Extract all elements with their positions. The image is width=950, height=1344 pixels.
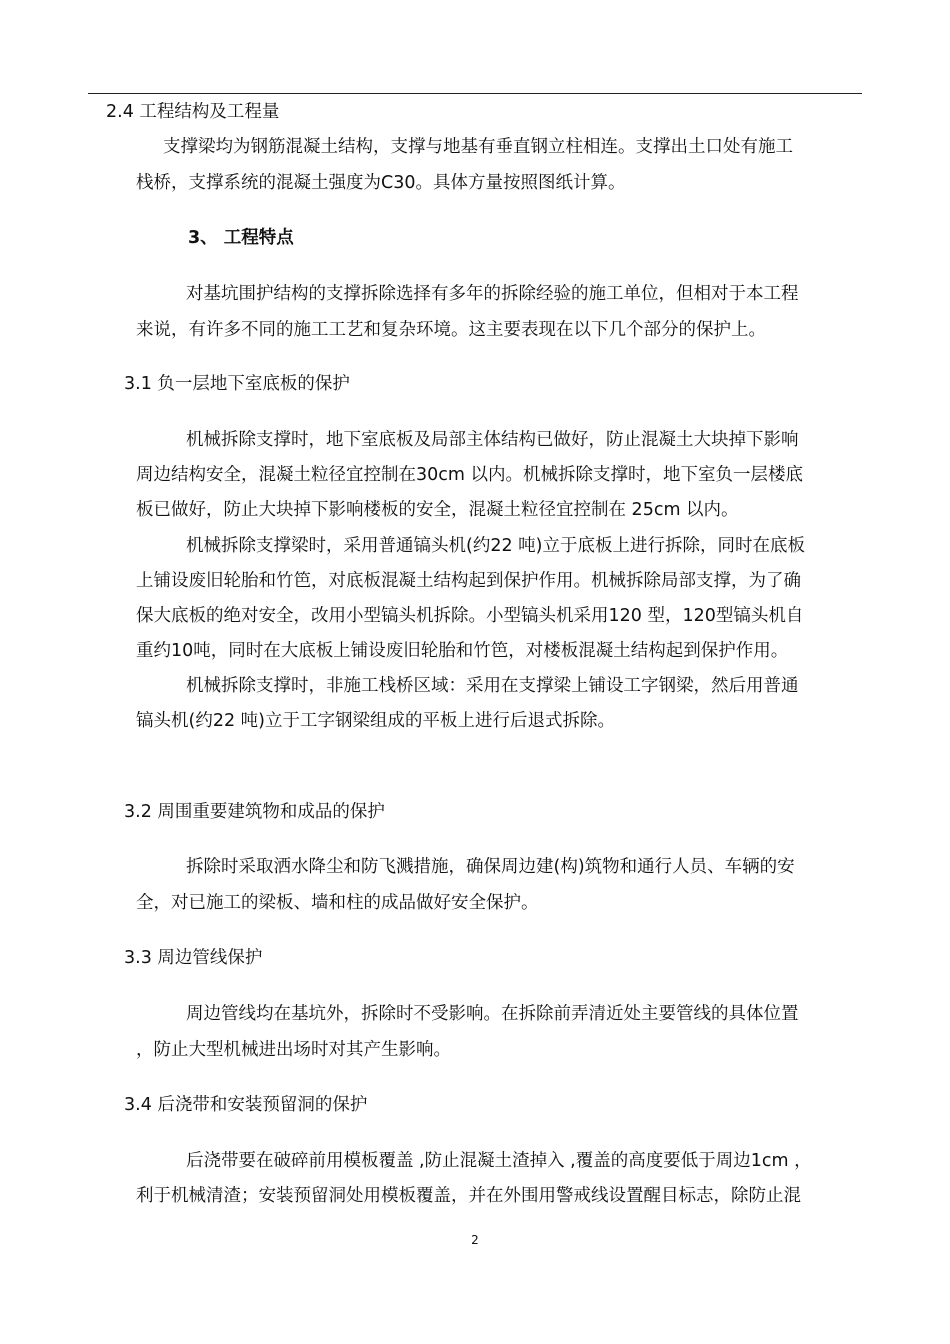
paragraph-line: 保大底板的绝对安全，改用小型镐头机拆除。小型镐头机采用120 型，120型镐头机自 (136, 606, 804, 626)
paragraph-line: 来说，有许多不同的施工工艺和复杂环境。这主要表现在以下几个部分的保护上。 (136, 320, 766, 340)
paragraph-line: 拆除时采取洒水降尘和防飞溅措施，确保周边建(构)筑物和通行人员、车辆的安 (186, 857, 795, 877)
paragraph-line: 利于机械清渣；安装预留洞处用模板覆盖，并在外围用警戒线设置醒目标志，除防止混 (136, 1186, 801, 1206)
section-heading-3-4: 3.4 后浇带和安装预留洞的保护 (124, 1095, 368, 1115)
paragraph-line: 机械拆除支撑梁时，采用普通镐头机(约22 吨)立于底板上进行拆除，同时在底板 (186, 536, 805, 556)
paragraph-line: ，防止大型机械进出场时对其产生影响。 (136, 1040, 451, 1060)
section-heading-3-2: 3.2 周围重要建筑物和成品的保护 (124, 802, 385, 822)
paragraph-line: 周边结构安全，混凝土粒径宜控制在30cm 以内。机械拆除支撑时，地下室负一层楼底 (136, 465, 803, 485)
paragraph-line: 后浇带要在破碎前用模板覆盖 ,防止混凝土渣掉入 ,覆盖的高度要低于周边1cm ， (186, 1151, 812, 1171)
section-heading-3: 3、 工程特点 (188, 228, 294, 248)
paragraph-line: 上铺设废旧轮胎和竹笆，对底板混凝土结构起到保护作用。机械拆除局部支撑，为了确 (136, 571, 801, 591)
paragraph-line: 板已做好，防止大块掉下影响楼板的安全，混凝土粒径宜控制在 25cm 以内。 (136, 500, 739, 520)
section-heading-3-1: 3.1 负一层地下室底板的保护 (124, 374, 350, 394)
paragraph-line: 全，对已施工的梁板、墙和柱的成品做好安全保护。 (136, 893, 539, 913)
page-number: 2 (471, 1233, 479, 1247)
paragraph-line: 重约10吨，同时在大底板上铺设废旧轮胎和竹笆，对楼板混凝土结构起到保护作用。 (136, 641, 789, 661)
paragraph-line: 支撑梁均为钢筋混凝土结构，支撑与地基有垂直钢立柱相连。支撑出土口处有施工 (163, 137, 793, 157)
section-heading-2-4: 2.4 工程结构及工程量 (106, 102, 280, 122)
paragraph-line: 周边管线均在基坑外，拆除时不受影响。在拆除前弄清近处主要管线的具体位置 (186, 1004, 799, 1024)
paragraph-line: 镐头机(约22 吨)立于工字钢梁组成的平板上进行后退式拆除。 (136, 711, 615, 731)
paragraph-line: 机械拆除支撑时，非施工栈桥区域：采用在支撑梁上铺设工字钢梁，然后用普通 (186, 676, 799, 696)
paragraph-line: 机械拆除支撑时，地下室底板及局部主体结构已做好，防止混凝土大块掉下影响 (186, 430, 799, 450)
section-heading-3-3: 3.3 周边管线保护 (124, 948, 263, 968)
header-rule (88, 93, 862, 94)
paragraph-line: 对基坑围护结构的支撑拆除选择有多年的拆除经验的施工单位，但相对于本工程 (186, 284, 799, 304)
paragraph-line: 栈桥，支撑系统的混凝土强度为C30。具体方量按照图纸计算。 (136, 173, 626, 193)
